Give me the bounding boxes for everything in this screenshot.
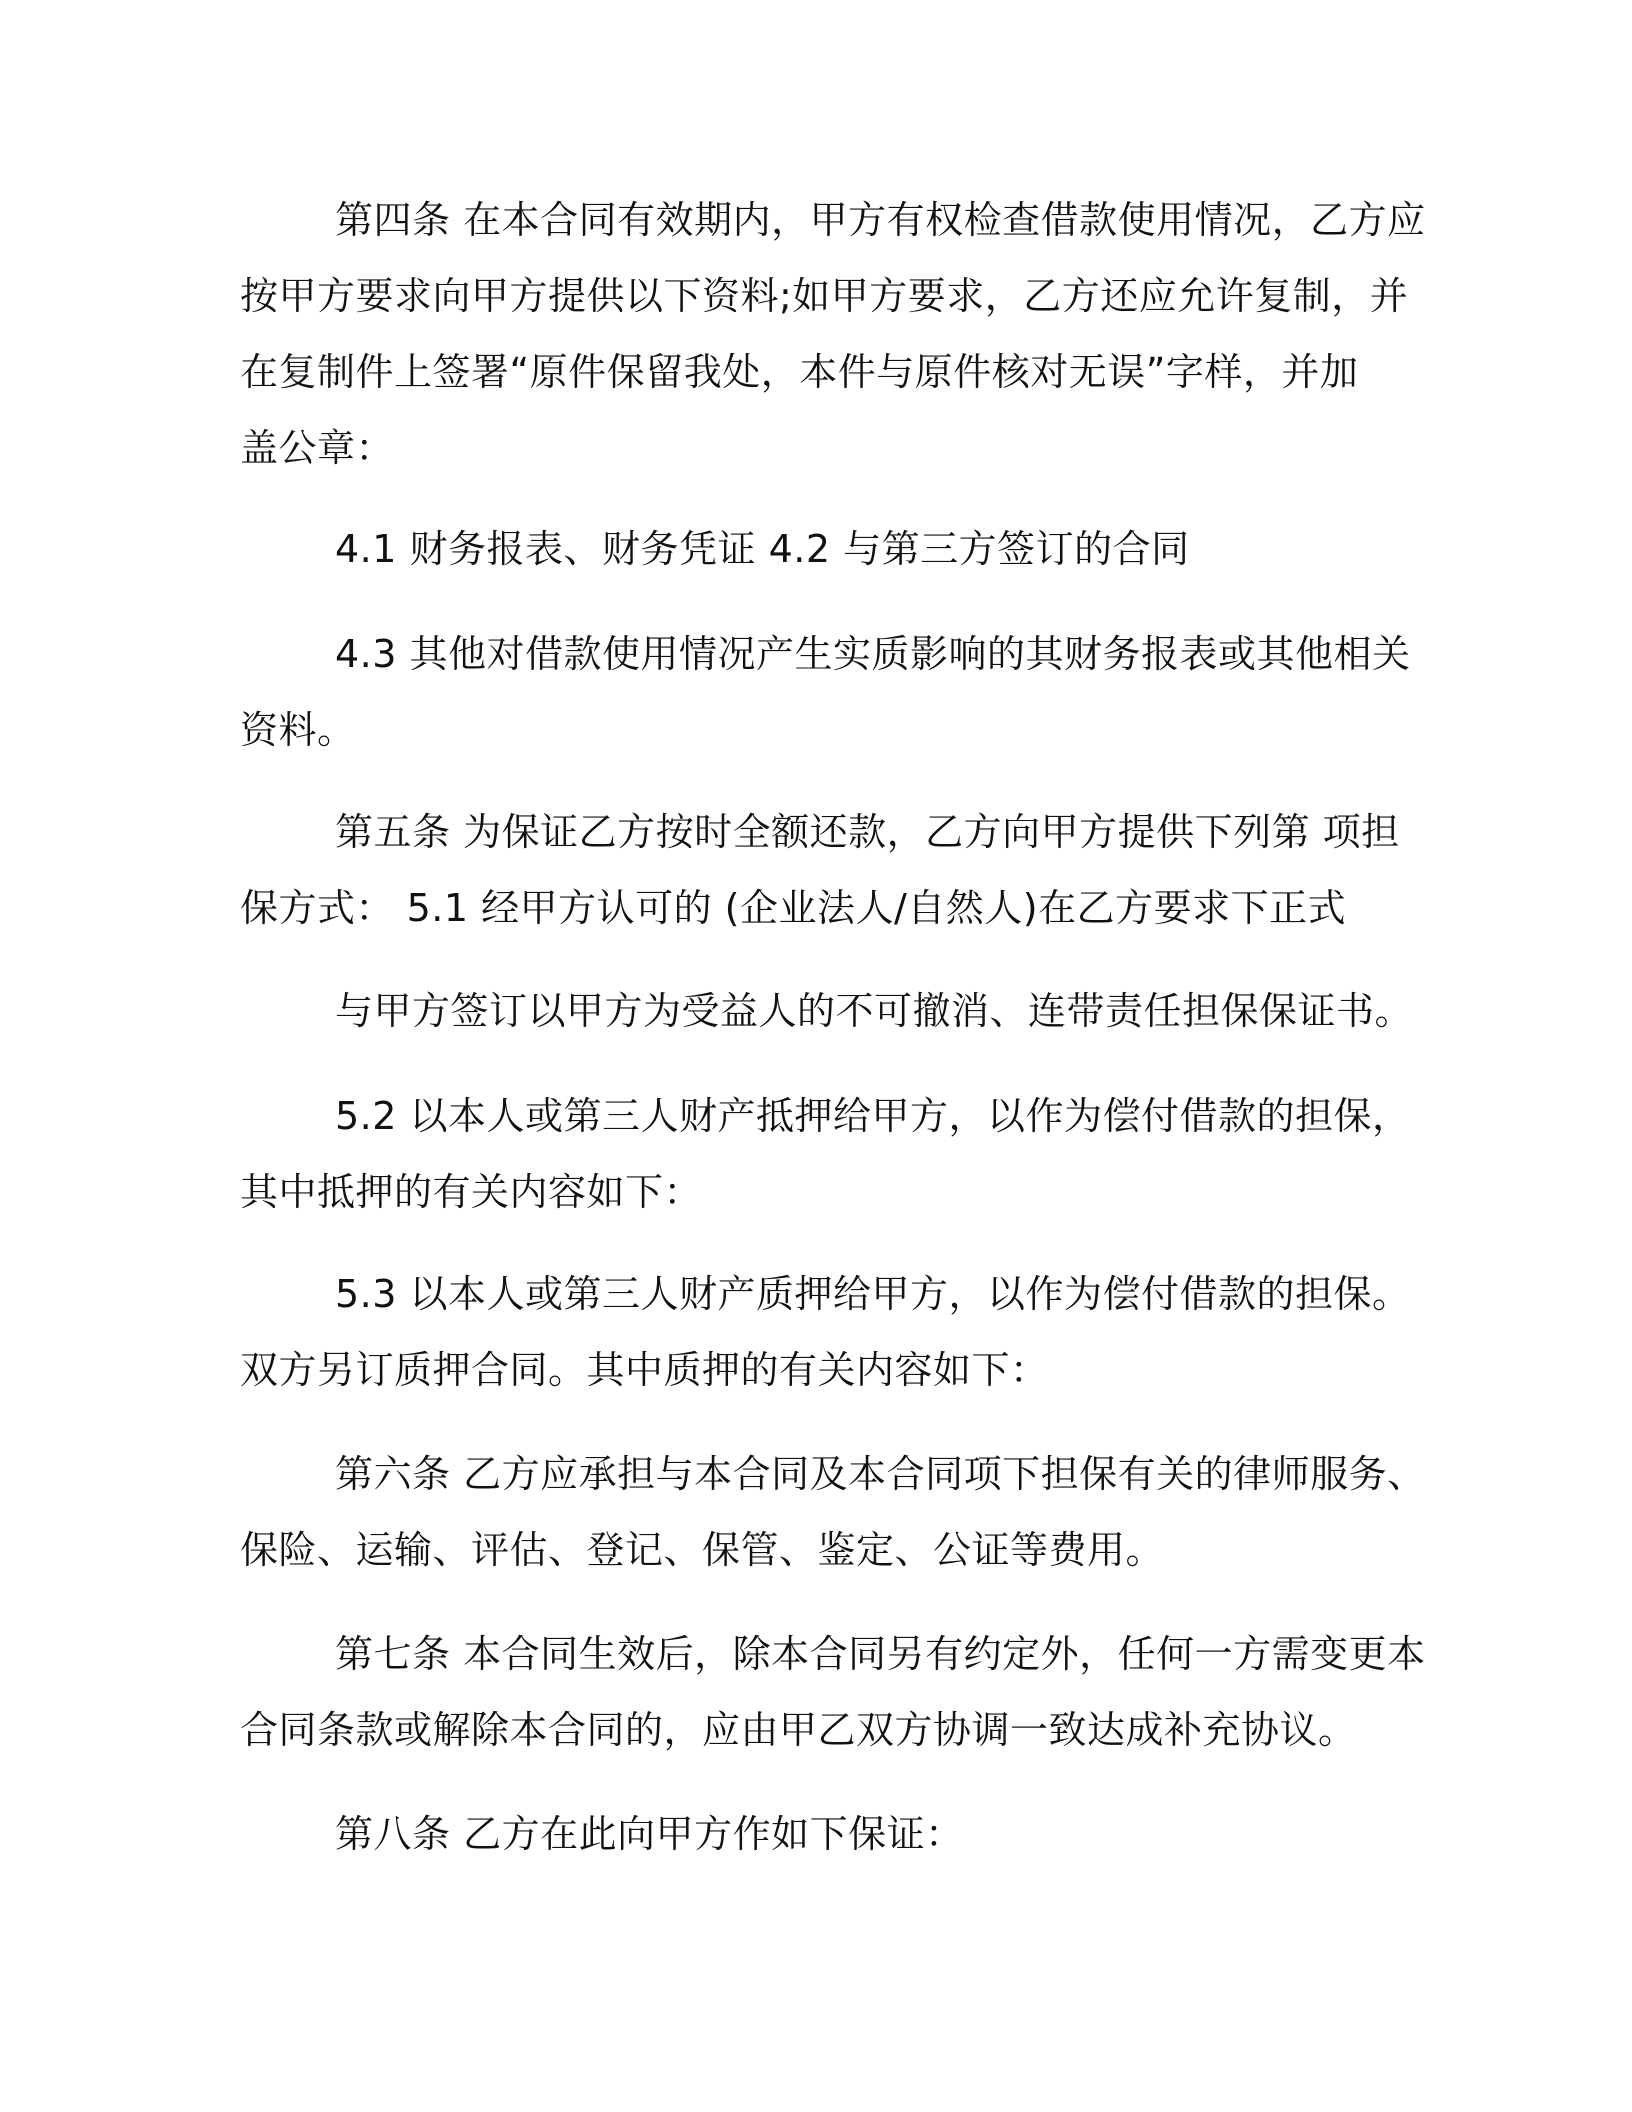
clause-5-2-line-2: 其中抵押的有关内容如下： <box>240 1170 703 1214</box>
article-4-line-3: 在复制件上签署“原件保留我处，本件与原件核对无误”字样，并加 <box>240 350 1359 394</box>
clause-5-2-line-1: 5.2 以本人或第三人财产抵押给甲方，以作为偿付借款的担保， <box>335 1094 1411 1138</box>
article-5-line-1: 第五条 为保证乙方按时全额还款，乙方向甲方提供下列第 项担 <box>335 810 1400 854</box>
article-8-line-1: 第八条 乙方在此向甲方作如下保证： <box>335 1812 964 1856</box>
article-4-line-2: 按甲方要求向甲方提供以下资料;如甲方要求，乙方还应允许复制，并 <box>240 274 1409 318</box>
clause-4-3-line-1: 4.3 其他对借款使用情况产生实质影响的其财务报表或其他相关 <box>335 632 1411 676</box>
clause-5-3-line-2: 双方另订质押合同。其中质押的有关内容如下： <box>240 1348 1049 1392</box>
article-6-line-1: 第六条 乙方应承担与本合同及本合同项下担保有关的律师服务、 <box>335 1452 1426 1496</box>
article-4-line-1: 第四条 在本合同有效期内，甲方有权检查借款使用情况，乙方应 <box>335 198 1426 242</box>
clause-5-3-line-1: 5.3 以本人或第三人财产质押给甲方，以作为偿付借款的担保。 <box>335 1272 1411 1316</box>
article-7-line-1: 第七条 本合同生效后，除本合同另有约定外，任何一方需变更本 <box>335 1632 1426 1676</box>
article-5-line-2: 保方式： 5.1 经甲方认可的 (企业法人/自然人)在乙方要求下正式 <box>240 886 1347 930</box>
clause-4-3-line-2: 资料。 <box>240 708 356 752</box>
clause-5-1-line-2: 与甲方签订以甲方为受益人的不可撤消、连带责任担保保证书。 <box>335 989 1414 1033</box>
article-6-line-2: 保险、运输、评估、登记、保管、鉴定、公证等费用。 <box>240 1528 1165 1572</box>
article-7-line-2: 合同条款或解除本合同的，应由甲乙双方协调一致达成补充协议。 <box>240 1708 1357 1752</box>
clause-4-1-4-2: 4.1 财务报表、财务凭证 4.2 与第三方签订的合同 <box>335 527 1190 571</box>
article-4-line-4: 盖公章： <box>240 426 395 470</box>
